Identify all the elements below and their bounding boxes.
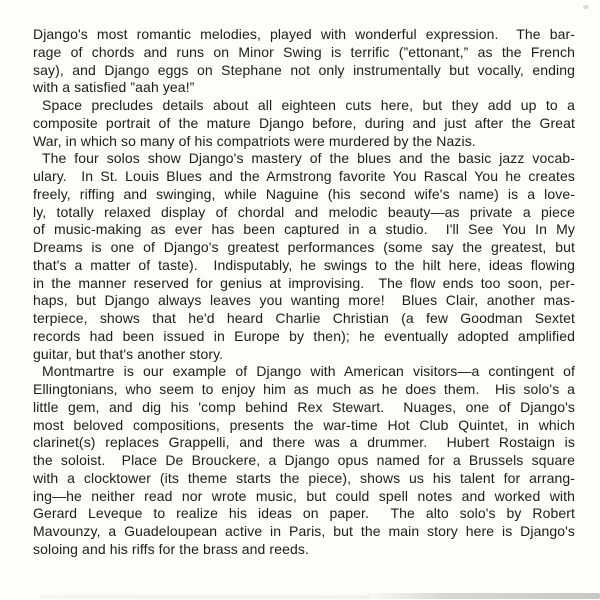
text-line: that's a matter of taste). Indisputably, he swings to the hilt here, ideas flowing xyxy=(33,256,575,273)
text-line: most beloved compositions, presents the war-time Hot Club Quintet, in which xyxy=(33,416,575,433)
text-line: Space precludes details about all eighteen cuts here, but they add up to a xyxy=(42,97,575,113)
text-line: Mavounzy, a Guadeloupean active in Paris, but the main story here is Django's xyxy=(33,523,575,539)
scan-speck-artifact xyxy=(583,5,589,9)
text-line: little gem, and dig his 'comp behind Rex Stewart. Nuages, one of Django's xyxy=(33,398,575,415)
text-line: composite portrait of the mature Django before, during and just after the Great xyxy=(33,114,575,131)
text-line: ly, totally relaxed display of chordal and melodic beauty—as private a piece xyxy=(33,203,575,220)
text-line: Dreams is one of Django's greatest performances (some say the greatest, but xyxy=(33,239,575,255)
text-column xyxy=(33,26,575,559)
text-line: War, in which so many of his compatriots were murdered by the Nazis. xyxy=(33,132,476,149)
text-line: records had been issued in Europe by then); he eventually adopted amplified xyxy=(33,327,575,344)
text-line: say), and Django eggs on Stephane not only instrumentally but vocally, ending xyxy=(33,61,575,78)
paragraph-2 xyxy=(33,97,575,150)
paragraph-1 xyxy=(33,26,575,97)
text-line: in the manner reserved for genius at improvising. The flow ends too soon, per- xyxy=(33,274,575,291)
text-line: Ellingtonians, who seem to enjoy him as much as he does them. His solo's a xyxy=(33,381,575,397)
scan-shadow-artifact-left xyxy=(40,595,370,599)
text-line: terpiece, shows that he'd heard Charlie Christian (a few Goodman Sextet xyxy=(33,310,575,326)
text-line: soloing and his riffs for the brass and reeds. xyxy=(33,540,309,557)
text-line: Gerard Leveque to realize his ideas on paper. The alto solo's by Robert xyxy=(33,505,575,522)
text-line: of music-making as ever has been captured in a studio. I'll See You In My xyxy=(33,221,575,238)
text-line: guitar, but that's another story. xyxy=(33,345,224,362)
paragraph-3 xyxy=(33,150,575,363)
text-line: freely, riffing and swinging, while Naguine (his second wife's name) is a love- xyxy=(33,185,575,202)
text-line: the soloist. Place De Brouckere, a Django opus named for a Brussels square xyxy=(33,452,575,468)
text-line: Django's most romantic melodies, played with wonderful expression. The bar- xyxy=(33,26,575,42)
text-line: ulary. In St. Louis Blues and the Armstrong favorite You Rascal You he creates xyxy=(33,168,575,184)
text-line: haps, but Django always leaves you wanting more! Blues Clair, another mas- xyxy=(33,292,575,309)
text-line: rage of chords and runs on Minor Swing is terrific (”ettonant,” as the French xyxy=(33,43,575,60)
text-line: ing—he neither read nor wrote music, but could spell notes and worked with xyxy=(33,487,575,504)
text-line: with a satisfied ”aah yea!” xyxy=(33,79,195,96)
text-line: The four solos show Django's mastery of the blues and the basic jazz vocab- xyxy=(42,150,575,167)
paragraph-4 xyxy=(33,363,575,558)
scan-shadow-artifact xyxy=(360,593,600,599)
text-line: with a clocktower (its theme starts the piece), shows us his talent for arrang- xyxy=(33,469,575,486)
text-line: clarinet(s) replaces Grappelli, and there was a drummer. Hubert Rostaign is xyxy=(33,434,575,451)
text-line: Montmartre is our example of Django with American visitors—a contingent of xyxy=(42,363,575,380)
